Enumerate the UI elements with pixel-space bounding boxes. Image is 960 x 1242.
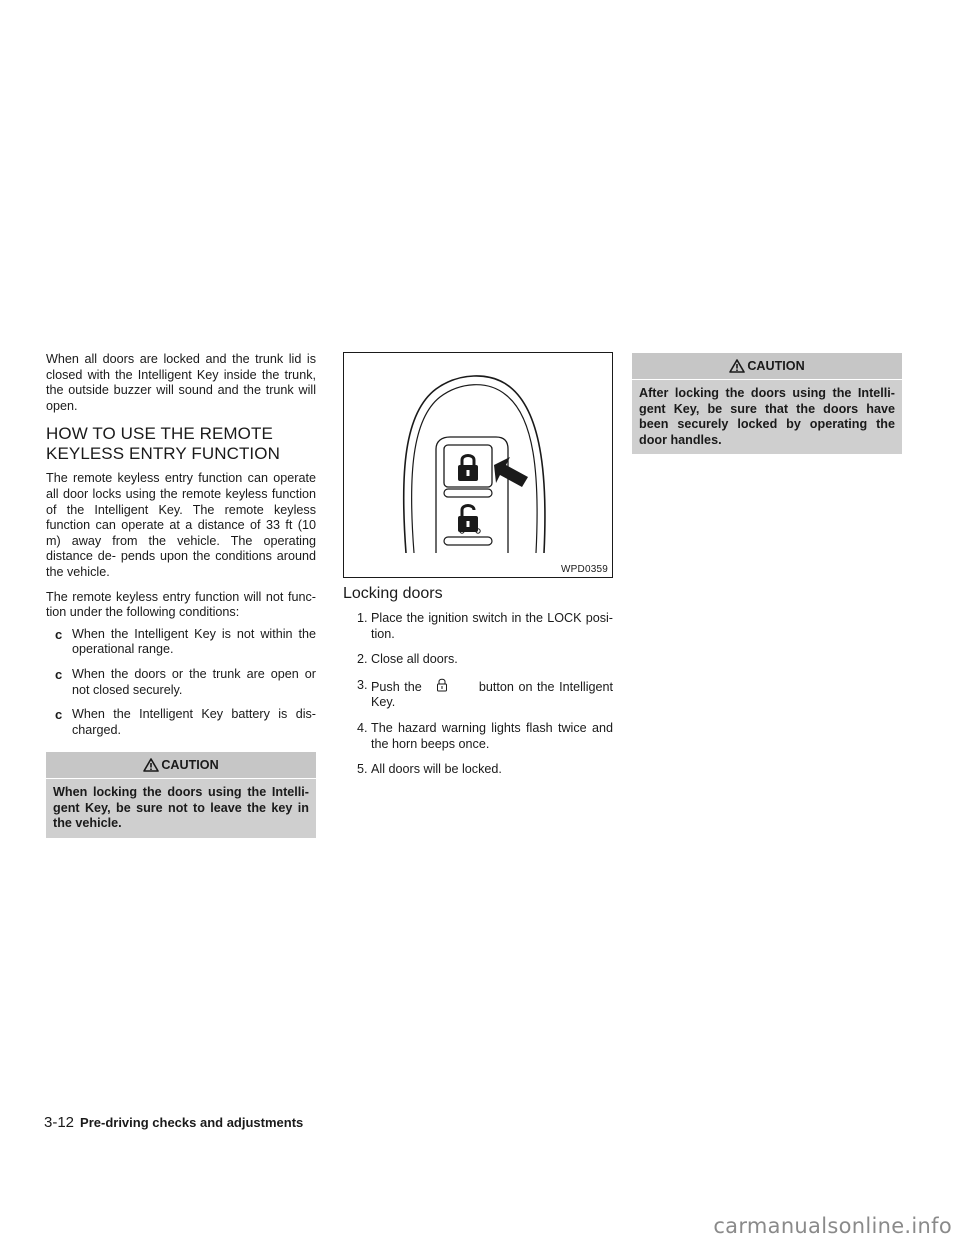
list-item bbox=[343, 762, 613, 778]
intro-paragraph: When all doors are locked and the trunk lid is closed with the Intelligent Key inside the trunk, the outside buzzer will sound and the trunk will open. bbox=[46, 352, 316, 413]
caution-text: When locking the doors using the Intelli- gent Key, be sure not to leave the key in the vehicle. bbox=[53, 785, 309, 831]
step-number: 2. bbox=[357, 652, 368, 667]
step-number: 1. bbox=[357, 611, 368, 625]
section-title: Pre-driving checks and adjustments bbox=[80, 1115, 304, 1130]
step-text: All doors will be locked. bbox=[371, 762, 502, 777]
intelligent-key-illustration bbox=[344, 353, 612, 577]
page-number: 3-12 bbox=[44, 1114, 75, 1131]
bullet-mark: c bbox=[55, 666, 63, 682]
warning-icon bbox=[729, 359, 745, 373]
caution-box bbox=[632, 353, 902, 454]
watermark: carmanualsonline.info bbox=[713, 1214, 952, 1238]
section-heading-line-1: HOW TO USE THE REMOTE bbox=[46, 424, 273, 444]
steps-list bbox=[343, 611, 613, 778]
locking-doors-heading: Locking doors bbox=[343, 585, 443, 602]
unlock-icon bbox=[458, 506, 478, 533]
step-text-before: Push the bbox=[371, 679, 422, 694]
list-item bbox=[343, 611, 613, 642]
caution-box bbox=[46, 752, 316, 838]
list-item bbox=[46, 627, 316, 658]
figure-code: WPD0359 bbox=[561, 564, 608, 575]
right-column bbox=[632, 0, 902, 454]
step-number: 5. bbox=[357, 762, 368, 777]
caution-header bbox=[46, 752, 316, 779]
arrow-icon bbox=[494, 457, 528, 487]
section-heading bbox=[46, 424, 316, 464]
intelligent-key-figure bbox=[343, 352, 613, 578]
list-item bbox=[343, 678, 613, 711]
step-text-after: button on the Intelligent Key. bbox=[371, 679, 614, 710]
step-text: Close all doors. bbox=[371, 652, 458, 667]
remote-keyless-description: The remote keyless entry function can operate all door locks using the remote keyless function of the Intelligent Key. The remote keyless function can operate at a distance of 33 ft (10 m) away from the vehicle. The operating distance de- pends upon the conditions around the vehicle. bbox=[46, 471, 316, 579]
caution-title: CAUTION bbox=[747, 359, 805, 373]
list-item bbox=[343, 721, 613, 752]
list-item bbox=[46, 707, 316, 738]
bullet-mark: c bbox=[55, 626, 63, 642]
step-text: Place the ignition switch in the LOCK posi- tion. bbox=[371, 611, 613, 641]
list-item-text: When the Intelligent Key is not within the operational range. bbox=[72, 626, 316, 657]
lock-icon bbox=[458, 456, 478, 482]
list-item-text: When the doors or the trunk are open or not closed securely. bbox=[72, 666, 316, 697]
left-column bbox=[46, 0, 316, 838]
lock-icon bbox=[436, 678, 448, 692]
list-item bbox=[46, 667, 316, 698]
caution-text: After locking the doors using the Intelli- gent Key, be sure that the doors have been securely locked by operating the door handles. bbox=[639, 386, 895, 447]
conditions-intro: The remote keyless entry function will not func- tion under the following conditions: bbox=[46, 589, 316, 620]
bullet-mark: c bbox=[55, 707, 63, 723]
list-item bbox=[343, 652, 613, 668]
step-number: 3. bbox=[357, 677, 368, 692]
conditions-list bbox=[46, 627, 316, 739]
section-heading-line-2: KEYLESS ENTRY FUNCTION bbox=[46, 444, 280, 464]
list-item-text: When the Intelligent Key battery is dis- charged. bbox=[72, 707, 316, 737]
page-footer bbox=[44, 1114, 303, 1131]
caution-title: CAUTION bbox=[161, 758, 219, 773]
warning-icon bbox=[143, 758, 159, 772]
step-text: The hazard warning lights flash twice and the horn beeps once. bbox=[371, 720, 613, 751]
caution-header bbox=[632, 353, 902, 380]
step-number: 4. bbox=[357, 720, 368, 735]
